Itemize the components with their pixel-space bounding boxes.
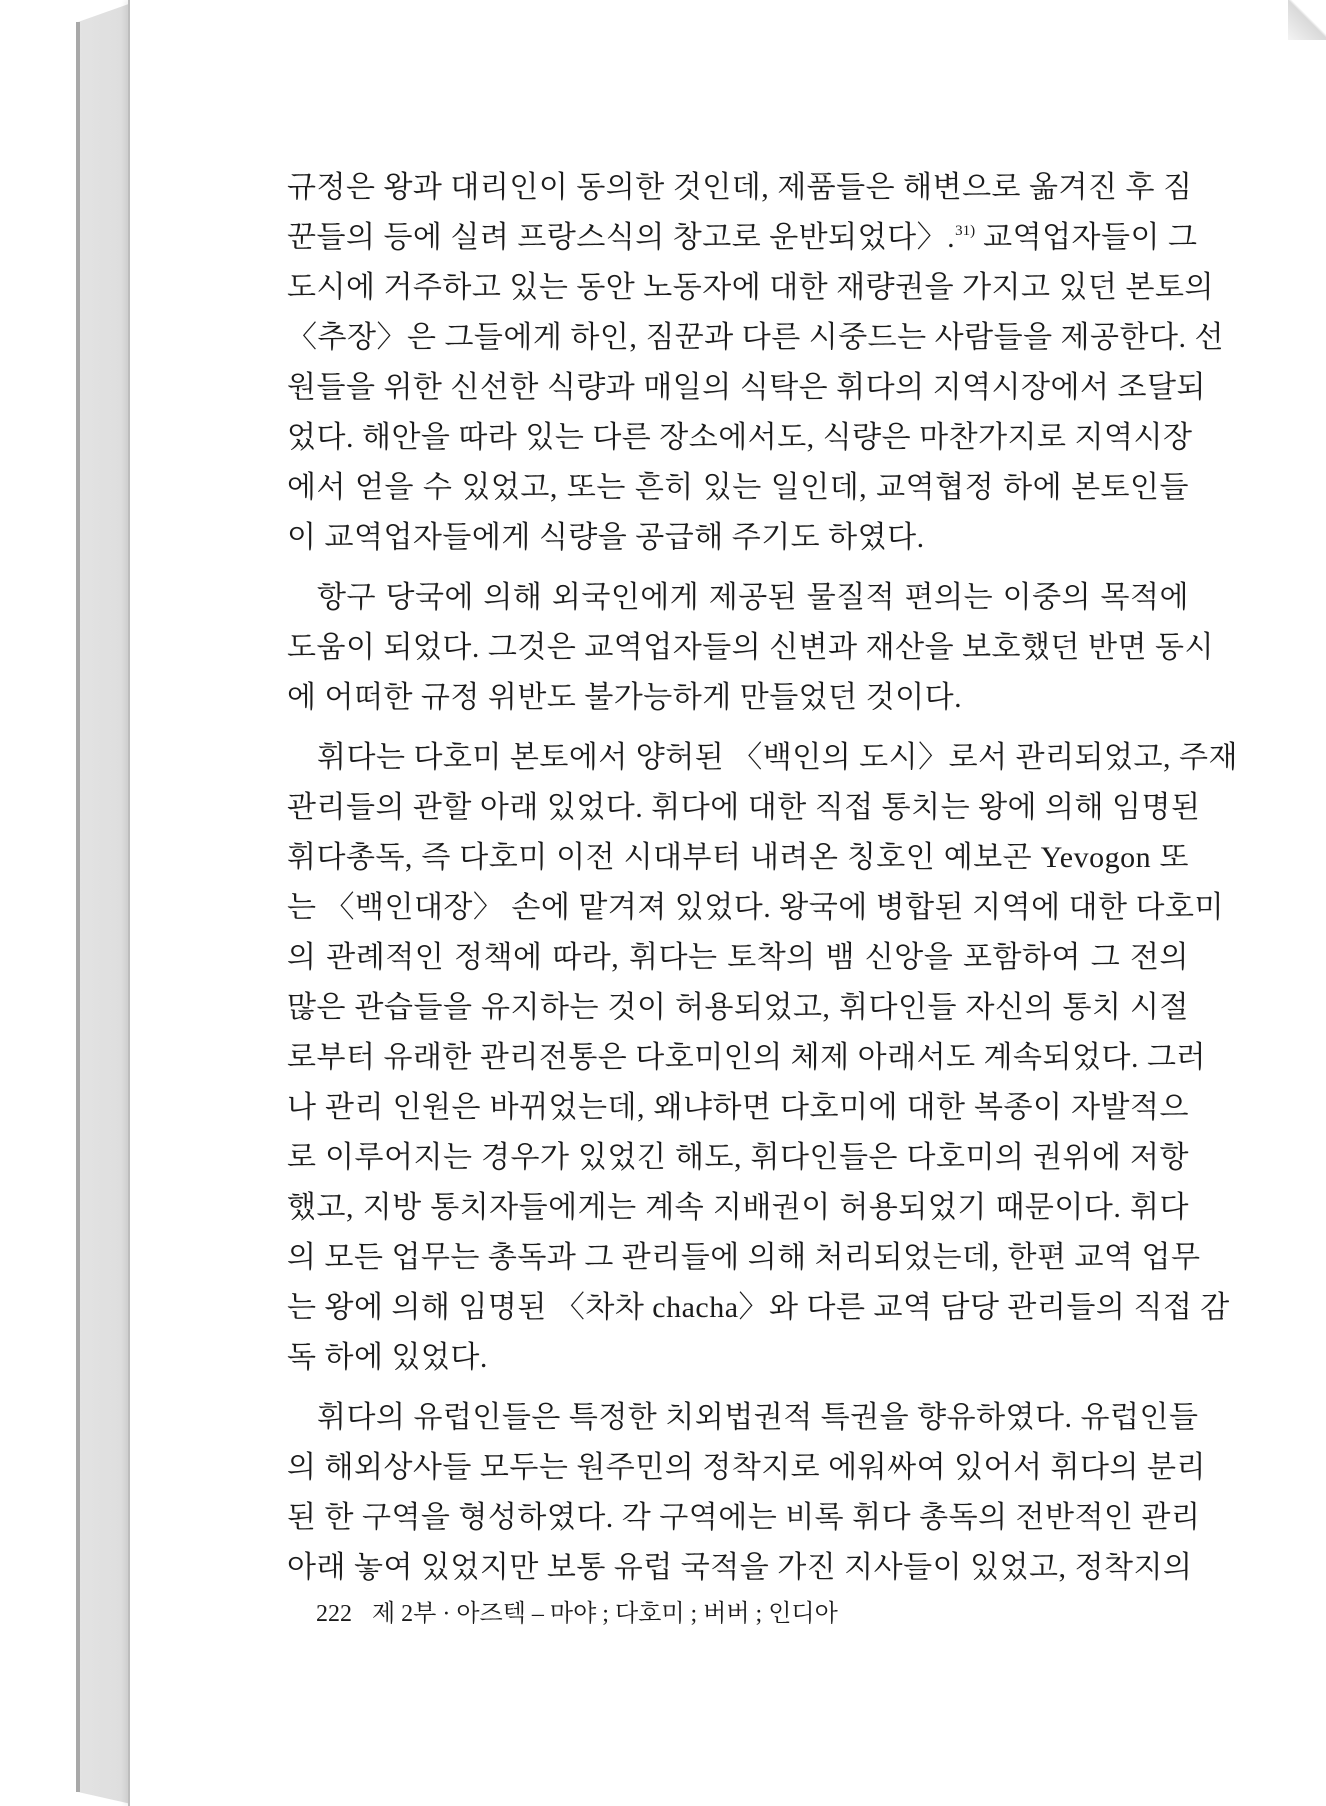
body-text [287, 163, 1238, 1593]
text-line: 는 〈백인대장〉 손에 맡겨져 있었다. 왕국에 병합된 지역에 대한 다호미 [287, 891, 1224, 924]
paragraph-gap [287, 723, 1189, 733]
text-line: 했고, 지방 통치자들에게는 계속 지배권이 허용되었기 때문이다. 휘다 [287, 1191, 1189, 1224]
text-line: 독 하에 있었다. [287, 1341, 488, 1374]
text-line: 많은 관습들을 유지하는 것이 허용되었고, 휘다인들 자신의 통치 시절 [287, 991, 1189, 1024]
text-line: 관리들의 관할 아래 있었다. 휘다에 대한 직접 통치는 왕에 의해 임명된 [287, 791, 1201, 824]
text-line: 이 교역업자들에게 식량을 공급해 주기도 하였다. [287, 521, 925, 554]
text-line: 의 모든 업무는 총독과 그 관리들에 의해 처리되었는데, 한편 교역 업무 [287, 1241, 1201, 1274]
paragraph [287, 163, 1224, 563]
text-line: 도시에 거주하고 있는 동안 노동자에 대한 재량권을 가지고 있던 본토의 [287, 271, 1214, 304]
text-line: 도움이 되었다. 그것은 교역업자들의 신변과 재산을 보호했던 반면 동시 [287, 631, 1214, 664]
paragraph [287, 733, 1238, 1383]
paragraph-gap [287, 1383, 1189, 1393]
text-line: 의 관례적인 정책에 따라, 휘다는 토착의 뱀 신앙을 포함하여 그 전의 [287, 941, 1189, 974]
text-line: 었다. 해안을 따라 있는 다른 장소에서도, 식량은 마찬가지로 지역시장 [287, 421, 1193, 454]
text-line: 로 이루어지는 경우가 있었긴 해도, 휘다인들은 다호미의 권위에 저항 [287, 1141, 1189, 1174]
page-footer [316, 1594, 1016, 1634]
text-line: 휘다총독, 즉 다호미 이전 시대부터 내려온 칭호인 예보곤 Yevogon 또 [287, 841, 1189, 874]
text-line: 아래 놓여 있었지만 보통 유럽 국적을 가진 지사들이 있었고, 정착지의 [287, 1551, 1193, 1584]
text-line: 휘다는 다호미 본토에서 양허된 〈백인의 도시〉로서 관리되었고, 주재 [317, 741, 1238, 774]
text-line: 휘다의 유럽인들은 특정한 치외법권적 특권을 향유하였다. 유럽인들 [317, 1401, 1199, 1434]
book-spine-edge [0, 0, 140, 1806]
text-line [287, 213, 1198, 263]
text-line: 에 어떠한 규정 위반도 불가능하게 만들었던 것이다. [287, 681, 963, 714]
footnote-reference: 31) [955, 223, 976, 239]
text-segment: 교역업자들이 그 [975, 221, 1198, 254]
text-segment: 꾼들의 등에 실려 프랑스식의 창고로 운반되었다〉. [287, 221, 956, 254]
text-line: 된 한 구역을 형성하였다. 각 구역에는 비록 휘다 총독의 전반적인 관리 [287, 1501, 1201, 1534]
page-corner-fold [1288, 0, 1326, 40]
text-line: 로부터 유래한 관리전통은 다호미인의 체제 아래서도 계속되었다. 그러 [287, 1041, 1206, 1074]
text-line: 에서 얻을 수 있었고, 또는 흔히 있는 일인데, 교역협정 하에 본토인들 [287, 471, 1189, 504]
text-line: 의 해외상사들 모두는 원주민의 정착지로 에워싸여 있어서 휘다의 분리 [287, 1451, 1206, 1484]
paragraph [287, 573, 1214, 723]
text-line: 나 관리 인원은 바뀌었는데, 왜냐하면 다호미에 대한 복종이 자발적으 [287, 1091, 1189, 1124]
paragraph-gap [287, 563, 1189, 573]
text-line: 는 왕에 의해 임명된 〈차차 chacha〉와 다른 교역 담당 관리들의 직접 감 [287, 1291, 1230, 1324]
page-number: 222 [316, 1601, 352, 1627]
text-line: 규정은 왕과 대리인이 동의한 것인데, 제품들은 해변으로 옮겨진 후 짐 [287, 171, 1193, 204]
text-line: 〈추장〉은 그들에게 하인, 짐꾼과 다른 시중드는 사람들을 제공한다. 선 [287, 321, 1224, 354]
running-title: 제 2부 · 아즈텍 – 마야 ; 다호미 ; 버버 ; 인디아 [372, 1601, 838, 1627]
text-line: 항구 당국에 의해 외국인에게 제공된 물질적 편의는 이중의 목적에 [317, 581, 1189, 614]
paragraph [287, 1393, 1206, 1593]
text-line: 원들을 위한 신선한 식량과 매일의 식탁은 휘다의 지역시장에서 조달되 [287, 371, 1206, 404]
